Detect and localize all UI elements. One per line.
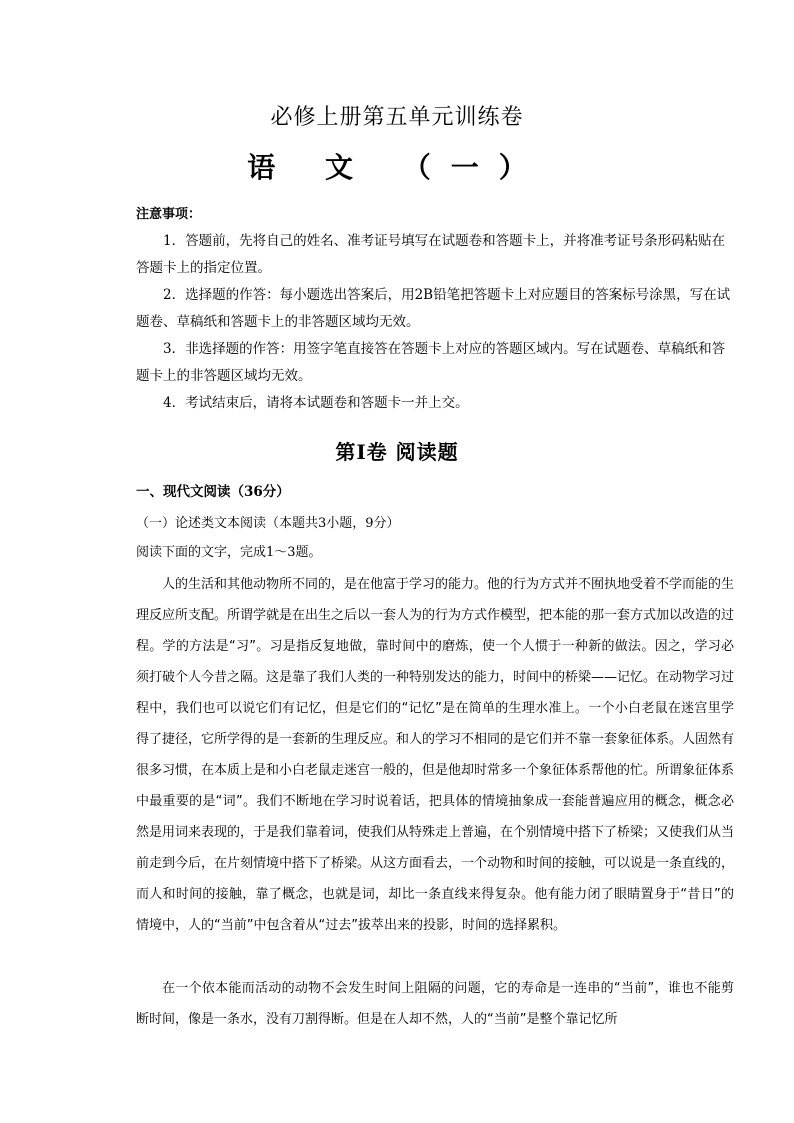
passage-paragraph: 人的生活和其他动物所不同的，是在他富于学习的能力。他的行为方式并不囿执地受着不学而能的生理反应所支配。所谓学就是在出生之后以一套人为的行为方式作模型，把本能的那一套方式加以改造的过程。学的方法是“习”。习是指反复地做，靠时间中的磨炼，使一个人惯于一种新的做法。因之，学习必须打破个人今昔之隔。这是靠了我们人类的一种特别发达的能力，时间中的桥梁——记忆。在动物学习过程中，我们也可以说它们有记忆，但是它们的“记忆”是在简单的生理水准上。一个小白老鼠在迷宫里学得了捷径，它所学得的是一套新的生理反应。和人的学习不相同的是它们并不靠一套象征体系。人固然有很多习惯，在本质上是和小白老鼠走迷宫一般的，但是他却时常多一个象征体系帮他的忙。所谓象征体系中最重要的是“词”。我们不断地在学习时说着话，把具体的情境抽象成一套能普遍应用的概念，概念必然是用词来表现的，于是我们靠着词，使我们从特殊走上普遍，在个别情境中搭下了桥梁；又使我们从当前走到今后，在片刻情境中搭下了桥梁。从这方面看去，一个动物和时间的接触，可以说是一条直线的，而人和时间的接触，靠了概念，也就是词，却比一条直线来得复杂。他有能力闭了眼睛置身于“昔日”的情境中，人的“当前”中包含着从“过去”拔萃出来的投影，时间的选择累积。	[136, 577, 735, 933]
passage-paragraph: 在一个依本能而活动的动物不会发生时间上阻隔的问题，它的寿命是一连串的“当前”，谁也不能剪断时间，像是一条水，没有刀割得断。但是在人却不然，人的“当前”是整个靠记忆所	[136, 981, 734, 1027]
notice-item: 1．答题前，先将自己的姓名、准考证号填写在试题卷和答题卡上，并将准考证号条形码粘贴在答题卡上的指定位置。	[136, 233, 726, 276]
exam-subtitle: 语 文 （一）	[247, 151, 547, 184]
notice-item: 3．非选择题的作答：用签字笔直接答在答题卡上对应的答题区域内。写在试题卷、草稿纸和答题卡上的非答题区域均无效。	[136, 341, 726, 384]
section-title: 一、现代文阅读（36分）	[136, 484, 290, 500]
exam-title: 必修上册第五单元训练卷	[270, 105, 524, 130]
notice-item: 2．选择题的作答：每小题选出答案后，用2B铅笔把答题卡上对应题目的答案标号涂黑，写在试题卷、草稿纸和答题卡上的非答题区域均无效。	[136, 287, 731, 330]
subsection-title: （一）论述类文本阅读（本题共3小题，9分）	[136, 516, 400, 531]
reading-instruction: 阅读下面的文字，完成1～3题。	[136, 545, 322, 560]
notice-item: 4．考试结束后，请将本试题卷和答题卡一并上交。	[163, 395, 469, 411]
part-title: 第Ⅰ卷 阅读题	[335, 440, 459, 464]
notice-heading: 注意事项：	[136, 207, 202, 222]
